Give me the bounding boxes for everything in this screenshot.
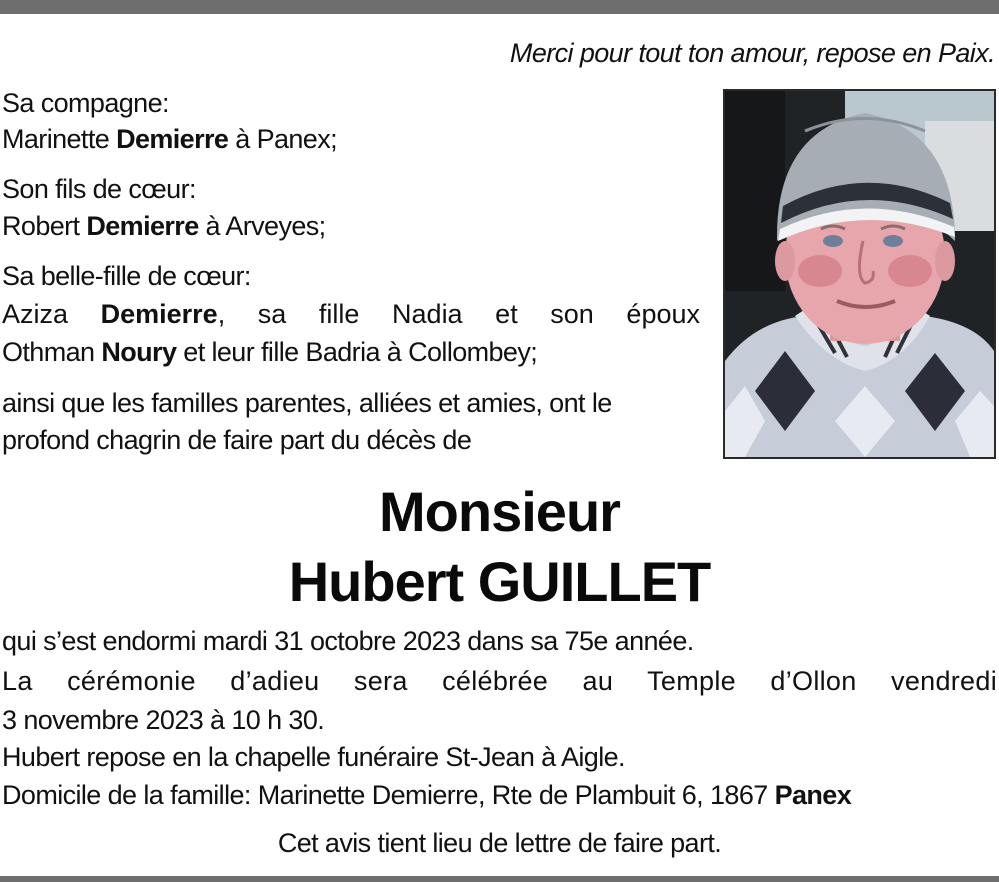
spouse-last-name: Noury [101, 337, 177, 367]
companion-place: à Panex; [228, 124, 338, 154]
deceased-title: Monsieur [379, 480, 620, 543]
family-town: Panex [774, 780, 852, 810]
daughter-last-name: Demierre [100, 299, 218, 329]
companion-label: Sa compagne: [2, 88, 169, 118]
families-line-2: profond chagrin de faire part du décès de [2, 425, 472, 455]
details-line-1: qui s’est endormi mardi 31 octobre 2023 dans sa 75e année. [2, 626, 694, 656]
son-place: à Arveyes; [198, 211, 326, 241]
family-address: Domicile de la famille: Marinette Demierre, Rte de Plambuit 6, 1867 [2, 780, 775, 810]
companion-last-name: Demierre [116, 124, 229, 154]
son-line [2, 209, 326, 243]
details-line-3: 3 novembre 2023 à 10 h 30. [2, 705, 325, 735]
daughter-first-name: Aziza [2, 299, 101, 329]
top-rule [0, 0, 999, 14]
son-last-name: Demierre [86, 211, 199, 241]
deceased-name: Hubert GUILLET [288, 550, 711, 613]
closing-phrase: Merci pour tout ton amour, repose en Paix. [509, 38, 995, 68]
portrait-photo [723, 89, 996, 459]
son-label: Son fils de cœur: [2, 174, 196, 204]
daughter-rest: , sa fille Nadia et son époux [217, 299, 700, 329]
daughter-line-2 [2, 335, 537, 369]
son-first-name: Robert [2, 211, 87, 241]
spouse-rest: et leur fille Badria à Collombey; [176, 337, 538, 367]
spouse-first-name: Othman [2, 337, 102, 367]
companion-first-name: Marinette [2, 124, 117, 154]
bottom-rule [0, 876, 999, 882]
details-line-2: La cérémonie d’adieu sera célébrée au Temple d’Ollon vendredi [2, 666, 997, 696]
daughter-line-1 [2, 297, 700, 331]
details-line-4: Hubert repose en la chapelle funéraire St-Jean à Aigle. [2, 742, 625, 772]
companion-line [2, 122, 337, 156]
details-line-5 [2, 778, 851, 812]
daughter-label: Sa belle-fille de cœur: [2, 261, 251, 291]
footer-note: Cet avis tient lieu de lettre de faire part. [277, 828, 722, 858]
families-line-1: ainsi que les familles parentes, alliées et amies, ont le [2, 388, 612, 418]
